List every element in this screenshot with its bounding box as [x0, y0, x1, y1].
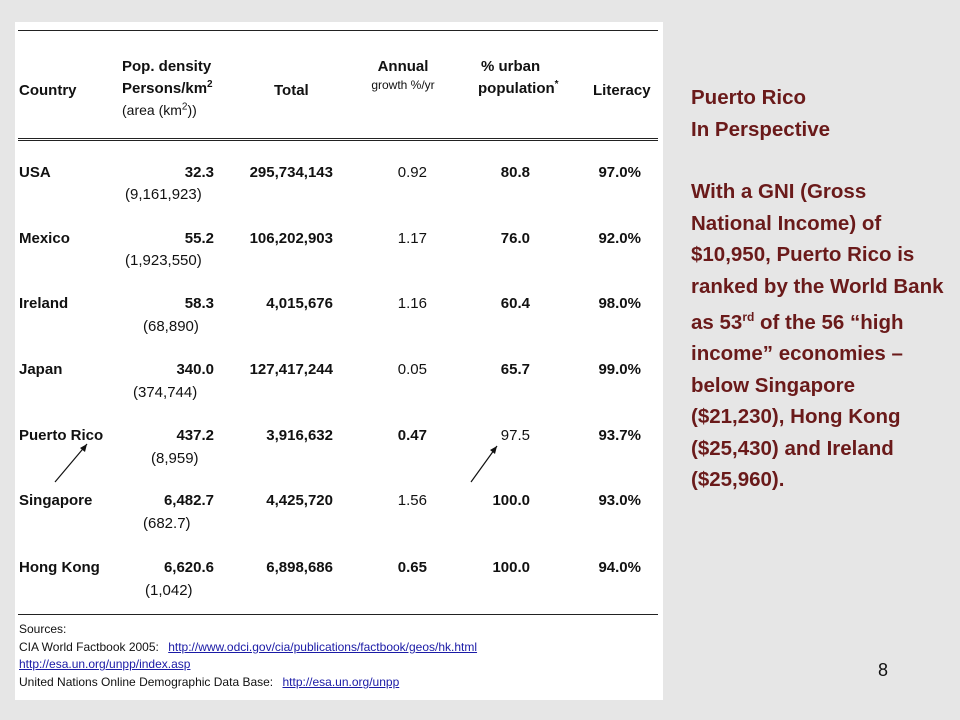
literacy-value: 92.0%: [598, 230, 641, 247]
area-value: (682.7): [143, 515, 191, 532]
density-value: 340.0: [176, 361, 214, 378]
header-density-sup: 2: [207, 79, 213, 90]
header-density-line1: Pop. density: [122, 58, 212, 75]
literacy-value: 93.0%: [598, 492, 641, 509]
area-value: (1,923,550): [125, 252, 202, 269]
country-name: Japan: [19, 361, 63, 378]
urban-value: 65.7: [500, 361, 530, 378]
literacy-value: 97.0%: [598, 164, 641, 181]
undb-link[interactable]: http://esa.un.org/unpp: [282, 675, 400, 689]
area-value: (9,161,923): [125, 186, 202, 203]
table-top-rule: [18, 30, 658, 31]
table-bottom-rule: [18, 614, 658, 615]
country-name: Mexico: [19, 230, 70, 247]
growth-value: 1.17: [397, 230, 427, 247]
side-title-line1: Puerto Rico: [691, 86, 807, 109]
side-title-line2: In Perspective: [691, 117, 831, 141]
un-link[interactable]: http://esa.un.org/unpp/index.asp: [19, 657, 191, 671]
density-value: 6,482.7: [163, 492, 214, 509]
growth-value: 1.16: [397, 295, 427, 312]
side-body-pre: With a GNI (Gross National Income) of $10,950, Puerto Rico is ranked by the World Bank as 53: [691, 180, 944, 334]
header-density-line3-sup: 2: [181, 101, 188, 112]
density-value: 58.3: [184, 295, 214, 312]
total-value: 106,202,903: [249, 230, 333, 247]
country-name: USA: [19, 164, 51, 181]
header-total: Total: [274, 82, 309, 99]
growth-value: 0.65: [397, 559, 427, 576]
literacy-value: 93.7%: [598, 427, 641, 444]
side-body-post: of the 56 “high income” economies – below Singapore ($21,230), Hong Kong ($25,430) and Ireland ($25,960).: [691, 310, 904, 492]
header-urban: [478, 58, 559, 98]
area-value: (1,042): [145, 582, 193, 599]
header-urban-line1: % urban: [481, 58, 541, 75]
growth-value: 0.92: [397, 164, 427, 181]
header-density-line3: (area (km: [122, 101, 182, 118]
urban-value: 97.5: [500, 427, 530, 444]
header-density-line2: Persons/km: [122, 80, 208, 97]
total-value: 6,898,686: [266, 559, 333, 576]
header-literacy: Literacy: [593, 82, 651, 99]
country-name: Puerto Rico: [19, 427, 104, 444]
cia-label: CIA World Factbook 2005:: [19, 640, 159, 654]
total-value: 4,015,676: [266, 295, 333, 312]
total-value: 127,417,244: [249, 361, 333, 378]
header-annual-line2: growth %/yr: [371, 78, 435, 92]
total-value: 3,916,632: [266, 427, 333, 444]
urban-value: 76.0: [500, 230, 530, 247]
arrow-icon-urban: [467, 438, 517, 488]
area-value: (8,959): [151, 450, 199, 467]
header-urban-sup: *: [554, 79, 559, 90]
page-number: 8: [878, 660, 889, 680]
header-rule: [18, 138, 658, 141]
urban-value: 80.8: [500, 164, 530, 181]
side-body: [691, 176, 951, 496]
sources-un: [19, 657, 190, 671]
country-name: Singapore: [19, 492, 93, 509]
total-value: 295,734,143: [249, 164, 333, 181]
header-country: Country: [19, 82, 77, 99]
density-value: 32.3: [184, 164, 214, 181]
literacy-value: 99.0%: [598, 361, 641, 378]
literacy-value: 94.0%: [598, 559, 641, 576]
header-urban-line2: population: [478, 80, 555, 97]
country-name: Ireland: [19, 295, 69, 312]
header-density: [122, 58, 213, 120]
header-annual: [363, 58, 443, 94]
sources-undb: [19, 675, 399, 689]
factbook-table-image: [15, 22, 663, 700]
literacy-value: 98.0%: [598, 295, 641, 312]
side-note: [691, 82, 951, 496]
cia-link[interactable]: http://www.odci.gov/cia/publications/factbook/geos/hk.html: [168, 640, 478, 654]
urban-value: 100.0: [492, 492, 530, 509]
growth-value: 0.47: [397, 427, 427, 444]
density-value: 55.2: [184, 230, 214, 247]
header-annual-line1: Annual: [377, 58, 429, 75]
area-value: (68,890): [143, 318, 199, 335]
undb-label: United Nations Online Demographic Data Base:: [19, 675, 274, 689]
side-body-sup: rd: [742, 310, 755, 324]
arrow-icon-puerto-rico: [51, 438, 101, 488]
sources-label: Sources:: [19, 622, 67, 636]
header-density-line3-end: )): [187, 101, 197, 118]
density-value: 6,620.6: [163, 559, 214, 576]
growth-value: 1.56: [397, 492, 427, 509]
growth-value: 0.05: [397, 361, 427, 378]
density-value: 437.2: [176, 427, 214, 444]
sources-cia: [19, 640, 477, 654]
urban-value: 100.0: [492, 559, 530, 576]
area-value: (374,744): [133, 384, 198, 401]
total-value: 4,425,720: [266, 492, 333, 509]
urban-value: 60.4: [500, 295, 530, 312]
country-name: Hong Kong: [19, 559, 100, 576]
